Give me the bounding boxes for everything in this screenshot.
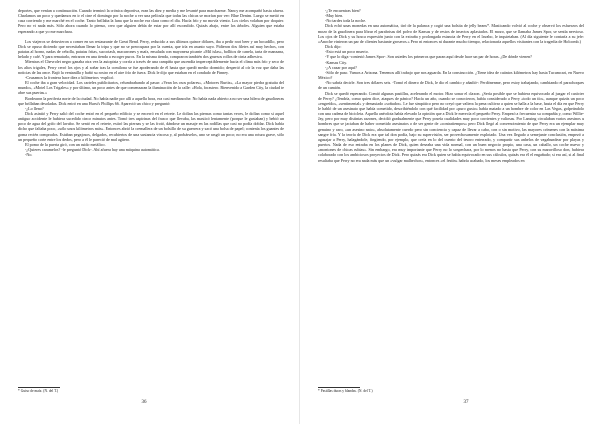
page-number: 36 <box>141 400 147 405</box>
paragraph: -Cruzamos la frontera hace diez o kilómetros -explicó. <box>25 74 115 80</box>
paragraph: Dick dijo: <box>325 44 342 50</box>
paragraph: -Sólo de paso. Vamos a Arizona. Tenemos allí trabajo que nos aguarda. En la construcción. ¿Tiene idea de cuántos kilómetros hay hasta Tucumcari, en Nuevo México? <box>318 69 584 81</box>
footnote-rule <box>318 387 360 388</box>
paragraph: -Esto está un poco muerto. <box>325 49 369 55</box>
left-page-body <box>18 8 284 157</box>
paragraph: -Kansas City. <box>325 59 348 65</box>
right-page-body <box>318 8 584 163</box>
paragraph: -¿Quieres caramelos? -le preguntó Dick-. Ahí afuera hay una máquina automática. <box>25 147 160 153</box>
paragraph: -Y que lo diga -contestó James Spor-. Son ustedes los primeros que paran aquí desde hace un par de horas. ¿De dónde vienen? <box>325 54 532 60</box>
paragraph: deportes, que venían a continuación. Cuando terminó la crónica deportiva, eran las diez y media y me levanté para marcharme. Nancy me acompañó hasta afuera. Charlamos un poco y quedamos en ir el cine el domingo por la noche a ver una película que todas las chicas se morían por ver: Blue Denim. Luego se metió en casa corriendo y me marché en el coche. Tanto brillaba la luna que la noche era clara como el día. Hacía frío y no movía viento. Los cielos volaban por doquier. Pero no vi nada más. Sólo ahora cuando lo pienso, creo que alguien debía de estar por allí escondido. Quizás abajo, entre los árboles. Alguien que estaba esperando a que yo me marchara. <box>18 8 284 34</box>
paragraph: Los viajeros se detuvieron a comer en un restaurante de Great Bend. Perry, reducido a sus últimos quince dólares, iba a pedir root beer y un bocadillo, pero Dick se opuso diciendo que necesitaban llenar la tripa y que no se preocupara por la cuenta, que iría en asunto suyo. Pidieron dos filetes así muy hechos, con patatas al horno, nadas de cebolla, patatas fritas, succotash, macarrones y maíz, ensalada con mayonesa picante «Mil islas», bollitos de canela, tarta de manzana, helado y café. Y para rematarlo, entraron en una tienda a escoger puros. En la misma tienda, compraron también dos gruesos rollos de cinta adhesiva. <box>18 38 284 60</box>
paragraph: Mientras el Chevrolet negro ganaba otra vez la autopista y corría a través de una campiña que ascendía imperceptiblemente hacia el clima más frío y seco de los altos trigales, Perry cerró los ojos y al soñar tras la comilona se fue apoderando de él hasta que quedó medio dormido; despertó al oír la voz que daba las noticias de las once. Bajó la ventanilla y bañó su rostro en el aire frío de fuera. Dick le dijo que estaban en el condado de Finney. <box>18 59 284 75</box>
right-page <box>306 8 594 416</box>
footnote-rule <box>18 387 60 388</box>
paragraph: -No sabría decirle. Son tres dólares seis. -Tomó el dinero de Dick, le dio el cambio y añadió-: Perdónenme, pero estoy trabajando, cambiando el parachoques de un camión. <box>318 80 584 91</box>
paragraph: Dick asintió y Perry salió del coche entró en el pequeño edificio y se encerró en el retrete. Le dolían las piernas como tantas veces, le dolían como si aquel antiguo accidente le hubiera sucedido cinco minutos antes. Tomó tres aspirinas del frasco que llevaba, las masticó lentamente (porque le gustaban) y bebió un poco de agua del grifo del lavabo. Se sentó en el retrete, estiró las piernas y se las frotó, dándose un masaje en las rodillas que casi no podía doblar. Dick había dicho que faltaba poco, «sólo unos kilómetros más». Entonces abrió la cremallera de un bolsillo de su guerrera y sacó una bolsa de papel; contenía los guantes de goma recién comprados. Estaban pegajosos, delgados, recubiertos de una sustancia viscosa y, al probárselos, uno se rasgó un poco; no era una rotura grave, sólo un pequeño corte entre los dedos, pero a él le pareció de mal agüero. <box>18 110 284 142</box>
paragraph: -Muy bien. <box>325 13 344 19</box>
paragraph: El pomo de la puerta giró, con un ruido metálico. <box>25 141 106 147</box>
paragraph: Bordearon la periferia norte de la ciudad. No había nadie por allí a aquella hora, era casi medianoche. No había nada abierto a no ser una hilera de gasolineras que brillaban desoladas. Dick entró en una Hurst's Phillips 66. Apareció un chico y preguntó: <box>18 95 284 106</box>
gutter <box>299 0 300 424</box>
paragraph: Dick echó unas monedas en una automática, tiró de la palanca y cogió una bolsita de jelly beans*. Masticando volvió al coche y observó los esfuerzos del mozo de la gasolinera para librar el parabrisas del polvo de Kansas y de restos de insectos aplastados. El mozo, que se llamaba James Spor, se sentía nervioso. Los ojos de Dick y su hosca expresión junto con la extraña y prolongada estancia de Perry en el lavabo, le inquietaban. (Al día siguiente le contaría a su jefe: «Anoche vinieron un par de clientes bastante groseros.» Pero ni entonces ni durante mucho tiempo, relacionaría aquellos visitantes con la tragedia de Holcomb.) <box>318 23 584 44</box>
paragraph: -No. <box>25 152 33 158</box>
footnote: * Guiso de maíz. (N. del T.) <box>18 389 59 393</box>
paragraph: Dick se quedó esperando. Comió algunas pastillas, acelerando el motor. Hizo sonar el claxon. ¿Sería posible que se hubiera equivocado al juzgar el carácter de Perry? ¿Tendría, como quien dice, ataques de pánico? Hacía un año, cuando se conocieron, había considerado a Perry «todo un tío», aunque quizás un poco «engreído», «sentimental» y demasiado «soñador». Le fue simpático pero no creyó que valiera la pena cultivar a quien se halla a la base, hasta el día en que Perry le habló de un asesinato que había cometido, describiéndolo con qué facilidad por «puro gusto» había matado a un hombre de color en Las Vegas, golpeándolo con una cadena de bicicleta. Aquella anécdota había elevado la opinión que a Dick le merecía el pequeño Perry. Empezó a frecuentar su compañía y, como Willie-Jay, pero por muy distintas razones, decidió gradualmente que Perry poseía cualidades muy poco corrientes y valiosas. Por Lansing circulaban varios asesinos u hombres que se jactaban de haber cometido asesinatos o de ser gente de «contratiempos» pero Dick llegó al convencimiento de que Perry era un ejemplar muy genuino y raro, «un asesino nato», absolutamente cuerdo pero sin conciencia y capaz de llevar a cabo, con o sin motivo, las mayores crímenes con la máxima sangre fría. Y la teoría de Dick era que tal don podía, bajo su supervisión, ser provechosamente explotado. Una vez llegado a semejante conclusión, empezó a agasajar a Perry, halagándole, fingiendo, por ejemplo, que creía en lo del cuento del tesoro enterrado, y compartir sus anhelos de vagabundear por playas y puertos. Nada de eso entraba en los planes de Dick, quien deseaba una vida normal, con un buen negocio propio, una casa, un caballo, un coche nuevo y «montones de chicas rubias». Sin embargo, era muy importante que Perry no lo sospechara, por lo menos no hasta que Perry, con su maravilloso don, hubiera colaborado con los ambiciosos proyectos de Dick. Pero quizás era Dick quien se había equivocado en sus cálculos, quizás era él el engañado; si era así, si al final resultaba que Perry no era nada más que un «vulgar malhechor», entonces «el festín» habría acabado, los meses empleados en <box>318 90 584 163</box>
footnote: * Pastillas duras y blandas. (N. del T.) <box>318 389 373 393</box>
paragraph: -¿A cazar por aquí? <box>325 64 357 70</box>
paragraph: -¿Lo lleno? <box>25 105 44 111</box>
page-number: 37 <box>463 400 469 405</box>
left-page <box>6 8 294 416</box>
paragraph: -¿Te encuentras bien? <box>325 8 361 13</box>
paragraph: -No tardes toda la noche. <box>325 18 367 24</box>
paragraph: El coche iba a gran velocidad. Los carteles publicitarios, relumbrabando al pasar: «Vean los osos polares», «Motores Burtis», «La mayor piedra gratuita del mundo», «Motel Los Trigales» y por último, un poco antes de que comenzaran la iluminación de la calle: «Hola, forastero. Bienvenido a Garden City, la ciudad te abre sus puertas.» <box>18 80 284 96</box>
